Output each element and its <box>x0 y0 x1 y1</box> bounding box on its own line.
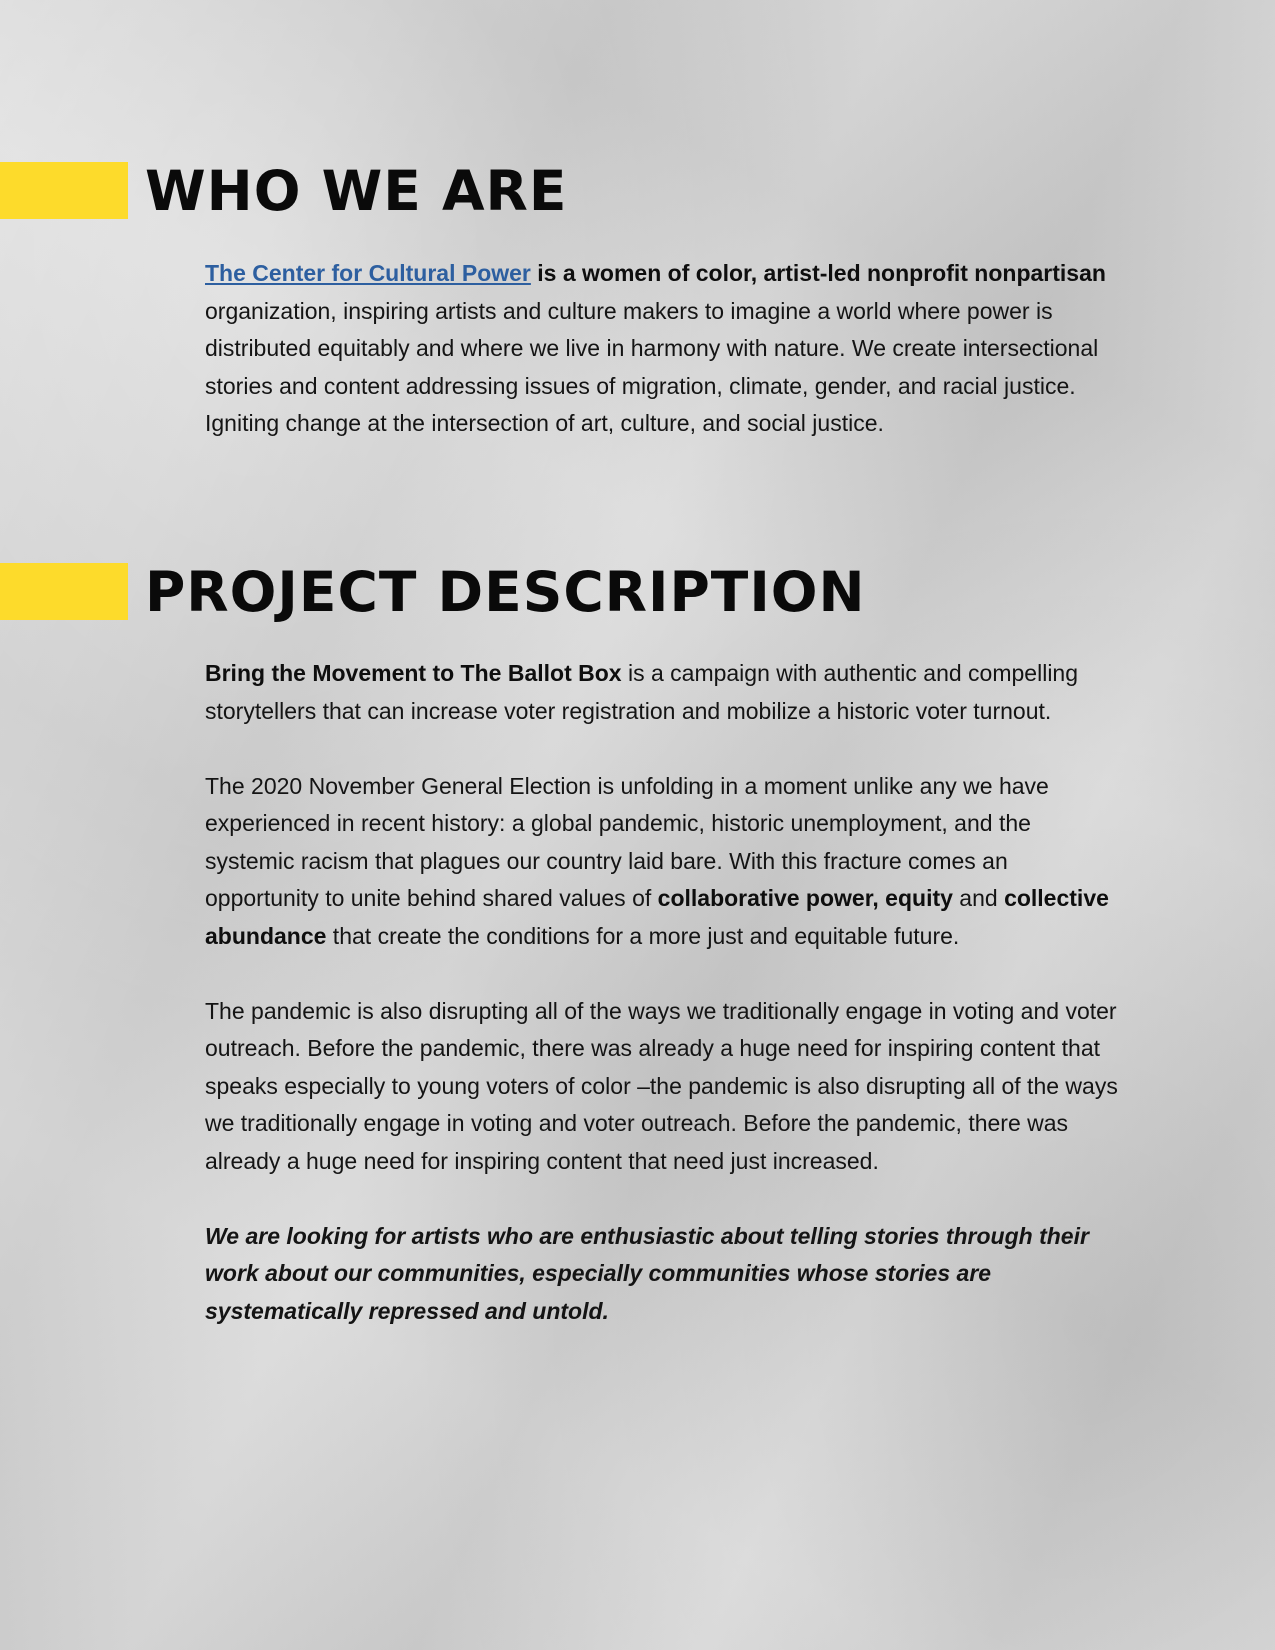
project-paragraph-2-text-a: The 2020 November General Election is unfolding in a moment unlike any we have experienced in recent history: a global pandemic, historic unemployment, and the systemic racism that plagues our country laid bare. With this fracture comes an opportunity to unite behind shared values of <box>205 772 1049 911</box>
project-paragraph-3: The pandemic is also disrupting all of the ways we traditionally engage in voting and voter outreach. Before the pandemic, there was already a huge need for inspiring content that speaks especially to young voters of color –the pandemic is also disrupting all of the ways we traditionally engage in voting and voter outreach. Before the pandemic, there was already a huge need for inspiring content that need just increased. <box>205 997 1118 1174</box>
project-description-accent-bar <box>0 563 128 620</box>
project-paragraph-4: We are looking for artists who are enthusiastic about telling stories through their work about our communities, especially communities whose stories are systematically repressed and untold. <box>205 1222 1089 1324</box>
project-paragraph-1-text: is a campaign with authentic and compelling storytellers that can increase voter registration and mobilize a historic voter turnout. <box>205 660 1079 724</box>
project-paragraph-2-text-b: and <box>952 885 1005 911</box>
who-we-are-section <box>205 255 1120 443</box>
project-paragraph-2 <box>205 768 1120 956</box>
project-description-section <box>205 655 1120 1330</box>
project-paragraph-2-bold-a: collaborative power, equity <box>657 885 953 911</box>
project-paragraph-2-bold-b: collective abundance <box>205 885 1109 949</box>
project-description-heading: PROJECT DESCRIPTION <box>145 560 866 624</box>
who-we-are-accent-bar <box>0 162 128 219</box>
project-paragraph-2-text-c: that create the conditions for a more just and equitable future. <box>326 922 960 949</box>
center-for-cultural-power-link[interactable]: The Center for Cultural Power <box>205 260 531 286</box>
campaign-name: Bring the Movement to The Ballot Box <box>205 660 622 686</box>
who-we-are-body-text: organization, inspiring artists and culture makers to imagine a world where power is distributed equitably and where we live in harmony with nature. We create intersectional stories and content addressing issues of migration, climate, gender, and racial justice. Igniting change at the intersection of art, culture, and social justice. <box>205 297 1099 436</box>
who-we-are-paragraph <box>205 255 1120 443</box>
who-we-are-heading: WHO WE ARE <box>145 159 568 223</box>
who-we-are-bold-text: is a women of color, artist-led nonprofit nonpartisan <box>530 260 1106 286</box>
project-paragraph-1 <box>205 655 1120 730</box>
